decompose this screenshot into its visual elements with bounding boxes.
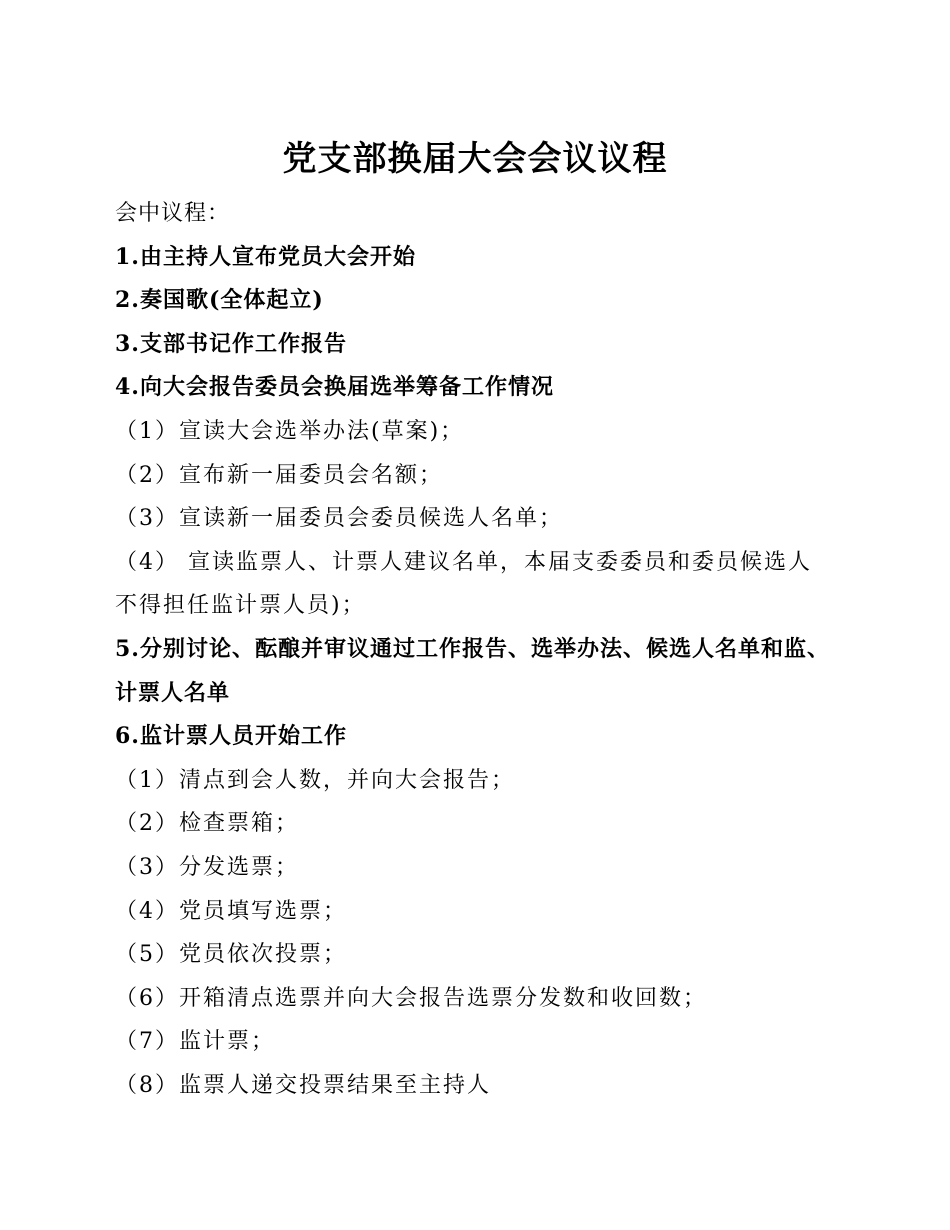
agenda-subitem-6-4: （4）党员填写选票； (115, 898, 347, 924)
agenda-subitem-4-4: （4） 宣读监票人、计票人建议名单，本届支委委员和委员候选人不得担任监计票人员)； (115, 549, 812, 619)
agenda-subitem-4-1: （1）宣读大会选举办法(草案)； (115, 418, 465, 444)
agenda-item-4: 4.向大会报告委员会换届选举筹备工作情况 (115, 374, 554, 401)
agenda-subitem-6-8: （8）监票人递交投票结果至主持人 (115, 1072, 491, 1098)
agenda-subitem-6-2: （2）检查票箱； (115, 811, 299, 837)
agenda-item-5: 5.分别讨论、酝酿并审议通过工作报告、选举办法、候选人名单和监、计票人名单 (115, 635, 830, 706)
agenda-subitem-4-2: （2）宣布新一届委员会名额； (115, 462, 443, 488)
agenda-subitem-6-6: （6）开箱清点选票并向大会报告选票分发数和收回数； (115, 985, 707, 1011)
agenda-item-1: 1.由主持人宣布党员大会开始 (115, 243, 416, 270)
agenda-item-2: 2.奏国歌(全体起立) (115, 287, 324, 314)
agenda-item-6: 6.监计票人员开始工作 (115, 723, 347, 750)
agenda-item-3: 3.支部书记作工作报告 (115, 330, 347, 357)
agenda-subitem-6-7: （7）监计票； (115, 1029, 275, 1055)
agenda-intro: 会中议程： (115, 201, 231, 226)
agenda-subitem-6-5: （5）党员依次投票； (115, 942, 347, 968)
document-content (115, 132, 835, 1107)
agenda-subitem-4-3: （3）宣读新一届委员会委员候选人名单； (115, 506, 563, 532)
document-title: 党支部换届大会会议议程 (282, 139, 668, 179)
agenda-subitem-6-3: （3）分发选票； (115, 854, 299, 880)
agenda-subitem-6-1: （1）清点到会人数，并向大会报告； (115, 767, 515, 793)
